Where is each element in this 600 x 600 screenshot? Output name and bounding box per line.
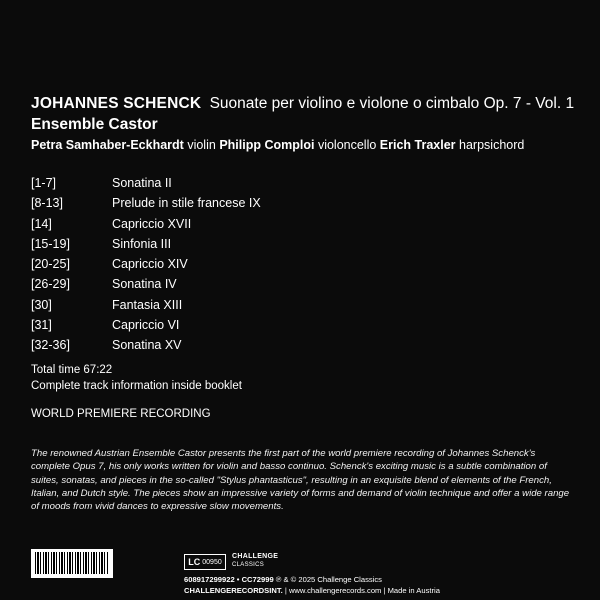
barcode-bars [35, 552, 109, 574]
track-number: [31] [31, 318, 52, 333]
performer-instrument: harpsichord [459, 138, 525, 152]
performers-line [31, 138, 524, 152]
barcode-number: 608917299922 [184, 575, 235, 584]
challenge-classics-logo [232, 553, 278, 569]
performer-name: Erich Traxler [379, 138, 456, 152]
track-number: [26-29] [31, 277, 70, 292]
track-title: Sonatina XV [112, 338, 182, 353]
footer-brand: CHALLENGERECORDSINT. [184, 586, 283, 595]
track-row [31, 277, 261, 297]
track-number: [30] [31, 297, 52, 312]
track-row [31, 217, 261, 237]
catalog-line: 608917299922 • CC72999 ℗ & © 2025 Challenge Classics [184, 575, 382, 584]
composer-name: JOHANNES SCHENCK [31, 95, 202, 112]
work-title: Suonate per violino e violone o cimbalo Op. 7 - Vol. 1 [209, 95, 575, 112]
track-row [31, 338, 261, 358]
track-row [31, 176, 261, 196]
track-number: [20-25] [31, 257, 70, 272]
footer-url: www.challengerecords.com [288, 586, 382, 595]
album-description: The renowned Austrian Ensemble Castor presents the first part of the world premiere recording of Johannes Schenck's complete Opus 7, his only works written for violin and basso continuo. Schenck's exciting music is a subtle combination of suites, sonatas, and pieces in the so-called "Stylus phantasticus", resulting in an exquisite blend of elements of the French, Italian, and Dutch style. The pieces show an impressive variety of forms and demand of violin technique and offer a wide range of moods from vivid dances to expressive slow movements. [31, 448, 570, 513]
track-row [31, 318, 261, 338]
label-name: CHALLENGE [232, 553, 279, 560]
track-title: Capriccio XIV [112, 257, 188, 272]
booklet-note: Complete track information inside booklet [31, 380, 242, 392]
track-row [31, 257, 261, 277]
catalog-number: CC72999 [241, 575, 274, 584]
performer-name: Philipp Comploi [219, 138, 315, 152]
performer-instrument: violoncello [317, 138, 377, 152]
track-number: [1-7] [31, 176, 57, 190]
label-sub: CLASSICS [232, 562, 265, 568]
label-code-logo [184, 554, 226, 570]
album-title-line [31, 95, 574, 113]
ensemble-name: Ensemble Castor [31, 116, 158, 133]
track-title: Sonatina II [112, 176, 172, 190]
track-title: Sinfonia III [112, 236, 172, 251]
track-list [31, 176, 261, 359]
premiere-label: WORLD PREMIERE RECORDING [31, 408, 211, 420]
track-number: [32-36] [31, 338, 70, 353]
track-title: Sonatina IV [112, 277, 177, 292]
track-row [31, 298, 261, 318]
footer-line: CHALLENGERECORDSINT. | www.challengerecords.com | Made in Austria [184, 586, 440, 595]
performer-name: Petra Samhaber-Eckhardt [31, 138, 184, 152]
label-code-number: 00950 [202, 558, 222, 566]
track-title: Capriccio VI [112, 318, 180, 333]
performer-instrument: violin [187, 138, 216, 152]
barcode-image [31, 549, 113, 578]
copyright: ℗ & © 2025 Challenge Classics [275, 575, 382, 584]
total-time: Total time 67:22 [31, 364, 113, 376]
track-title: Prelude in stile francese IX [112, 196, 261, 211]
track-number: [14] [31, 216, 52, 231]
track-title: Capriccio XVII [112, 216, 192, 231]
track-number: [8-13] [31, 196, 63, 211]
track-row [31, 196, 261, 216]
track-row [31, 237, 261, 257]
track-number: [15-19] [31, 236, 70, 251]
footer-origin: Made in Austria [387, 586, 440, 595]
track-title: Fantasia XIII [112, 297, 183, 312]
label-code-prefix: LC [188, 557, 201, 567]
